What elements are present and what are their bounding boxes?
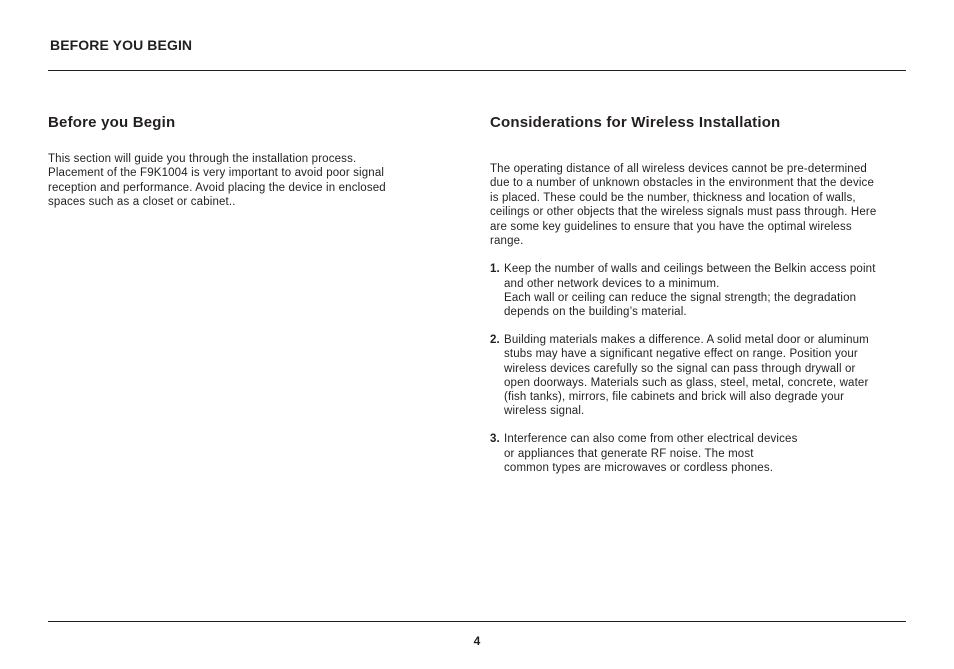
page-number: 4 <box>473 634 481 648</box>
page-header-title: BEFORE YOU BEGIN <box>50 37 193 53</box>
list-item <box>490 333 880 418</box>
list-item-number: 2. <box>490 334 500 347</box>
list-item-text: Keep the number of walls and ceilings between the Belkin access point and other network devices to a minimum. Each wall or ceiling can reduce the signal strength; the degradation depends on the building’s material. <box>504 263 876 319</box>
list-item-number: 3. <box>490 433 500 446</box>
header-divider <box>48 70 906 71</box>
footer-divider <box>48 621 906 622</box>
list-item-text: Interference can also come from other electrical devices or appliances that generate RF noise. The most common types are microwaves or cordless phones. <box>504 433 798 474</box>
section-heading: Before you Begin <box>48 114 176 131</box>
section-heading: Considerations for Wireless Installation <box>490 114 781 131</box>
section-intro-text: The operating distance of all wireless devices cannot be pre-determined due to a number of unknown obstacles in the environment that the device is placed. These could be the number, thickness and location of walls, ceilings or other objects that the wireless signals must pass through. Here are some key guidelines to ensure that you have the optimal wireless range. <box>490 163 877 248</box>
before-you-begin-section <box>48 114 408 210</box>
list-item-number: 1. <box>490 263 500 276</box>
list-item-text: Building materials makes a difference. A solid metal door or aluminum stubs may have a significant negative effect on range. Position your wireless devices carefully so the signal can pass through drywall or open doorways. Materials such as glass, steel, metal, concrete, water (fish tanks), mirrors, file cabinets and brick will also degrade your wireless signal. <box>504 334 869 418</box>
section-body-text: This section will guide you through the installation process. Placement of the F9K1004 is very important to avoid poor signal reception and performance. Avoid placing the device in enclosed spaces such as a closet or cabinet.. <box>48 153 386 209</box>
wireless-considerations-section <box>490 114 880 475</box>
list-item <box>490 262 880 319</box>
guidelines-list <box>490 262 880 475</box>
list-item <box>490 432 880 475</box>
